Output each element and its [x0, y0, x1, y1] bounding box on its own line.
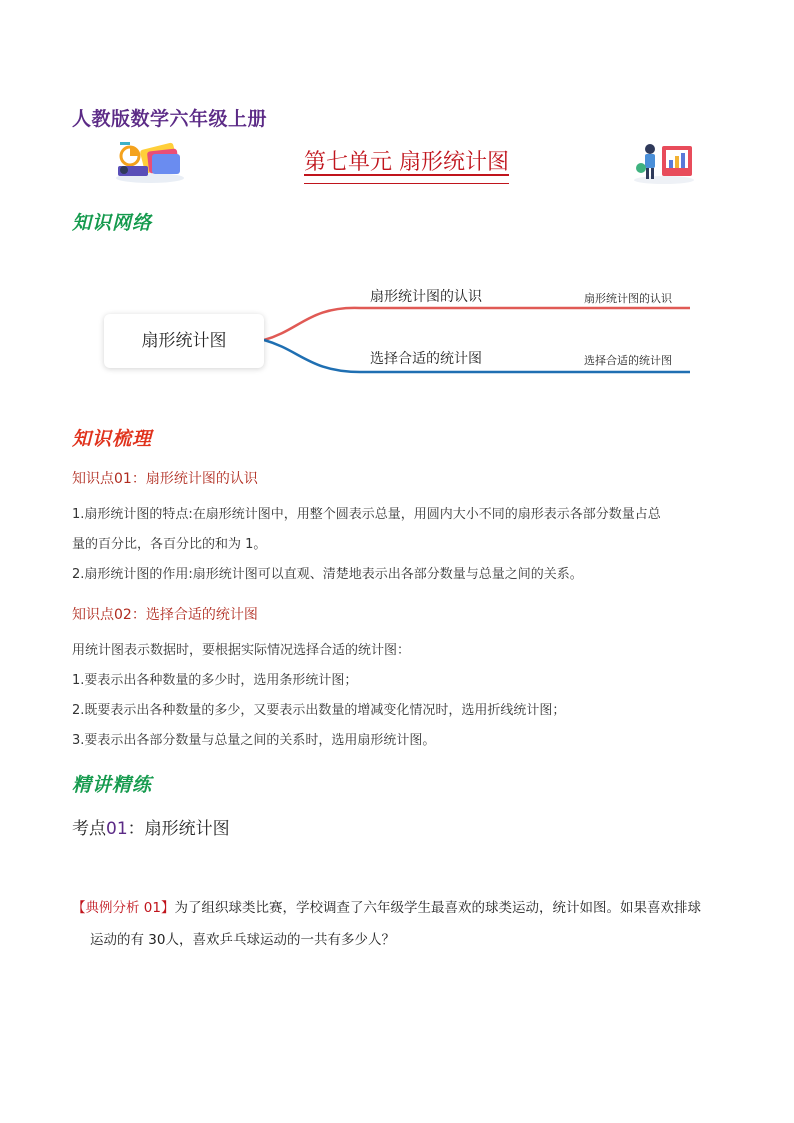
- example-problem: [72, 892, 732, 956]
- test-point-heading: [72, 814, 230, 839]
- paragraph-line: 3.要表示出各部分数量与总量之间的关系时，选用扇形统计图。: [72, 733, 436, 748]
- mindmap-root-node: 扇形统计图: [104, 314, 264, 368]
- mindmap-branch-label-2: 选择合适的统计图: [370, 351, 482, 367]
- section-heading-review: 知识梳理: [72, 428, 153, 450]
- example-line-1: [72, 892, 732, 924]
- section-heading-network: 知识网络: [72, 212, 153, 234]
- paragraph-line: 量的百分比，各百分比的和为 1。: [72, 537, 267, 552]
- paragraph-line: 2.扇形统计图的作用:扇形统计图可以直观、清楚地表示出各部分数量与总量之间的关系。: [72, 567, 583, 582]
- test-point-prefix: 考点: [72, 819, 106, 839]
- knowledge-point-body-1: [72, 500, 722, 590]
- example-tag: 【典例分析 01】: [72, 900, 175, 916]
- knowledge-point-heading-2: 知识点02：选择合适的统计图: [72, 607, 258, 623]
- unit-title: 第七单元 扇形统计图: [304, 145, 509, 176]
- example-line-2: 运动的有 30人，喜欢乒乓球运动的一共有多少人？: [90, 932, 395, 948]
- mindmap-leaf-label-1: 扇形统计图的认识: [584, 292, 672, 305]
- knowledge-point-body-2: [72, 636, 722, 756]
- book-title: 人教版数学六年级上册: [72, 108, 268, 130]
- example-text-1: 为了组织球类比赛，学校调查了六年级学生最喜欢的球类运动，统计如图。如果喜欢排球: [174, 900, 701, 916]
- section-heading-practice: 精讲精练: [72, 774, 153, 796]
- knowledge-point-heading-1: 知识点01：扇形统计图的认识: [72, 471, 258, 487]
- test-point-title: ：扇形统计图: [127, 819, 230, 839]
- branch-line-1: [264, 308, 690, 340]
- paragraph-line: 1.扇形统计图的特点:在扇形统计图中，用整个圆表示总量，用圆内大小不同的扇形表示各部分数量占总: [72, 507, 661, 522]
- mindmap-branch-label-1: 扇形统计图的认识: [370, 289, 482, 305]
- mindmap-leaf-label-2: 选择合适的统计图: [584, 354, 672, 367]
- paragraph-line: 用统计图表示数据时，要根据实际情况选择合适的统计图：: [72, 643, 411, 658]
- paragraph-line: 2.既要表示出各种数量的多少，又要表示出数量的增减变化情况时，选用折线统计图；: [72, 703, 566, 718]
- test-point-number: 01: [106, 819, 128, 839]
- paragraph-line: 1.要表示出各种数量的多少时，选用条形统计图；: [72, 673, 358, 688]
